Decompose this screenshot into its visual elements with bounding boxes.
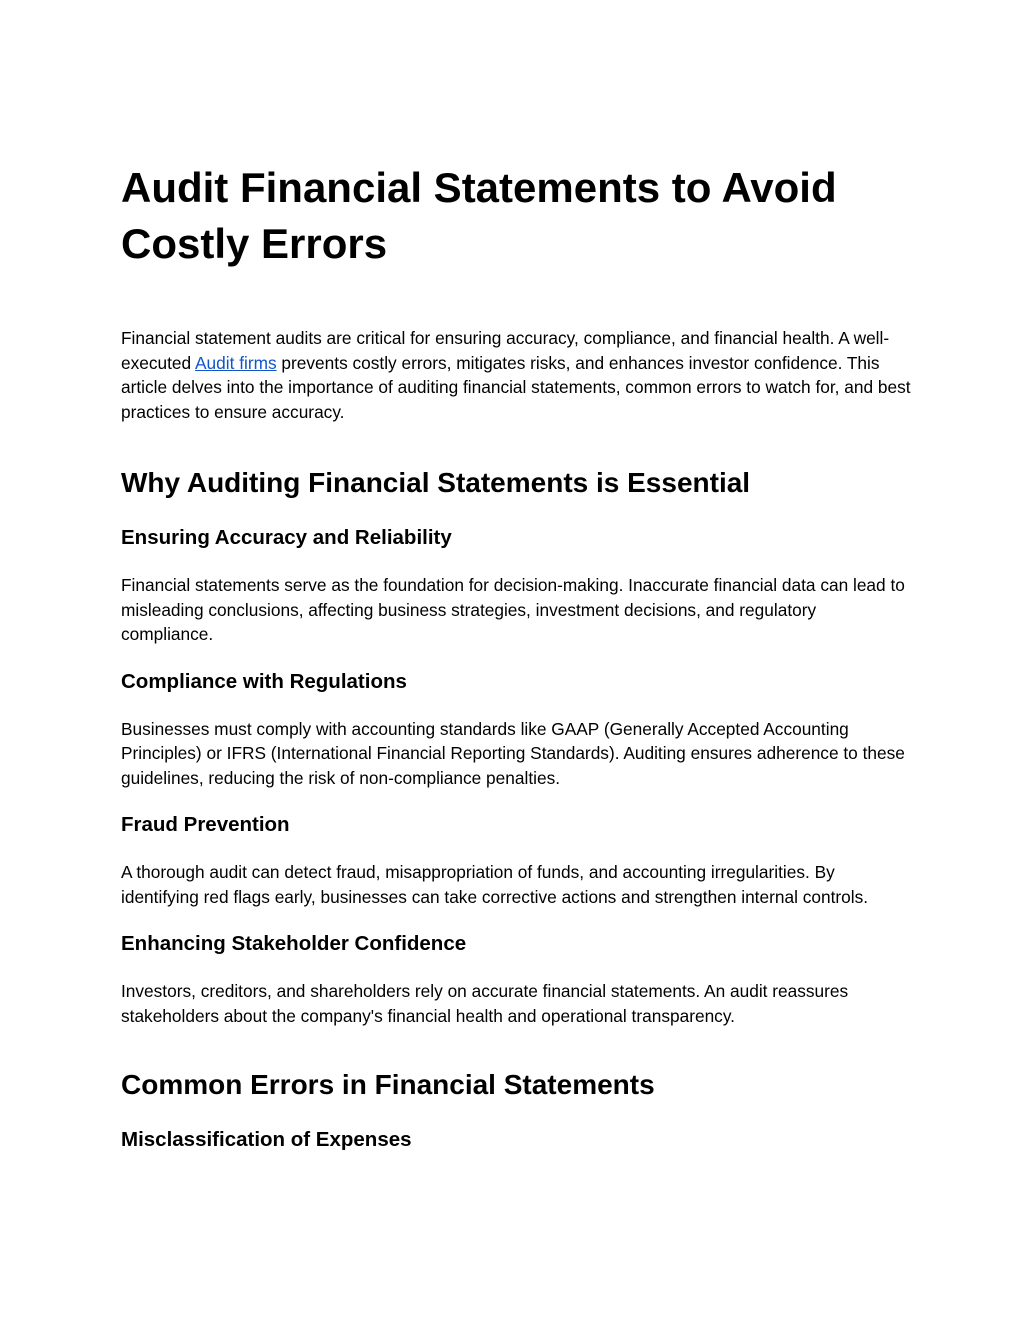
document-content — [121, 160, 911, 1153]
paragraph-accuracy: Financial statements serve as the foundation for decision-making. Inaccurate financial data can lead to misleading conclusions, affecting business strategies, investment decisions, and regulatory compliance. — [121, 575, 905, 644]
paragraph-stakeholder-confidence: Investors, creditors, and shareholders rely on accurate financial statements. An audit reassures stakeholders about the company's financial health and operational transparency. — [121, 981, 849, 1026]
section-heading-common-errors: Common Errors in Financial Statements — [121, 1069, 655, 1100]
intro-text-after-link: prevents costly errors, mitigates risks, and enhances investor confidence. This article delves into the importance of auditing financial statements, common errors to watch for, and best practices to ensure accuracy. — [121, 352, 911, 422]
section-heading-why-auditing: Why Auditing Financial Statements is Essential — [121, 467, 751, 498]
subheading-compliance: Compliance with Regulations — [121, 669, 407, 693]
document-title: Audit Financial Statements to Avoid Costly Errors — [121, 164, 837, 267]
intro-paragraph — [121, 326, 911, 424]
subheading-fraud-prevention: Fraud Prevention — [121, 813, 290, 836]
audit-firms-link[interactable]: Audit firms — [195, 352, 277, 373]
subheading-misclassification: Misclassification of Expenses — [121, 1128, 412, 1151]
intro-text-before-link: Financial statement audits are critical for ensuring accuracy, compliance, and financial health. A well-executed — [121, 328, 890, 373]
paragraph-compliance: Businesses must comply with accounting standards like GAAP (Generally Accepted Accounting Principles) or IFRS (International Financial Reporting Standards). Auditing ensures adherence to these guidelines, reducing the risk of non-compliance penalties. — [121, 718, 905, 788]
paragraph-fraud-prevention: A thorough audit can detect fraud, misappropriation of funds, and accounting irregularities. By identifying red flags early, businesses can take corrective actions and strengthen internal controls. — [121, 862, 869, 907]
subheading-accuracy: Ensuring Accuracy and Reliability — [121, 526, 452, 549]
subheading-stakeholder-confidence: Enhancing Stakeholder Confidence — [121, 932, 467, 955]
